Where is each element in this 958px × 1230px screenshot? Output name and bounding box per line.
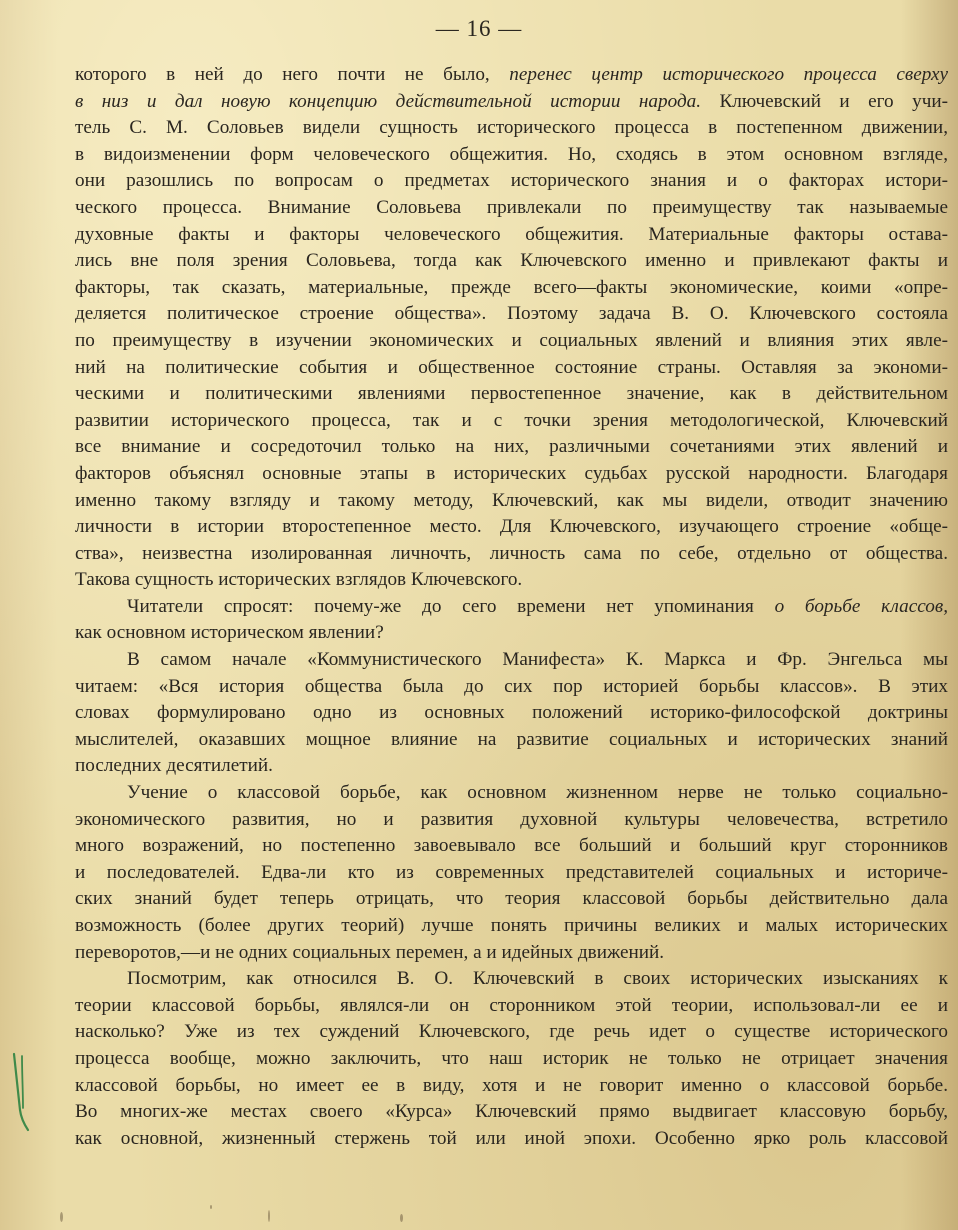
text-run: которого в ней до него почти не было, xyxy=(75,64,510,85)
text-line: факторов объяснял основные этапы в исторических судьбах русской народности. Благодаря xyxy=(75,462,948,484)
text-line: много возражений, но постепенно завоевывало все больший и больший круг сторонников xyxy=(75,835,948,857)
text-line: по преимуществу в изучении экономических и социальных явлений и влияния этих явле- xyxy=(75,329,948,351)
text-line: ческого процесса. Внимание Соловьева привлекали по преимуществу так называемые xyxy=(75,196,948,218)
text-line: ческими и политическими явлениями первостепенное значение, как в действительном xyxy=(75,383,948,405)
text-line: теории классовой борьбы, являлся-ли он сторонником этой теории, использовал-ли ее и xyxy=(75,994,948,1016)
italic-run: в низ и дал новую концепцию действительной истории народа. xyxy=(75,90,702,112)
text-line: в видоизменении форм человеческого общежития. Но, сходясь в этом основном взгляде, xyxy=(75,143,948,165)
text-run: Ключевский и его учи- xyxy=(701,90,948,112)
text-line: ний на политические события и общественное состояние страны. Оставляя за экономи- xyxy=(75,356,948,378)
text-line xyxy=(75,62,948,89)
text-line: и последователей. Едва-ли кто из современных представителей социальных и историче- xyxy=(75,861,948,883)
paper-speck xyxy=(60,1212,63,1222)
text-line: именно такому взгляду и такому методу, Ключевский, как мы видели, отводит значению xyxy=(75,489,948,511)
text-line: насколько? Уже из тех суждений Ключевского, где речь идет о существе исторического xyxy=(75,1021,948,1043)
text-line: тель С. М. Соловьев видели сущность исторического процесса в постепенном движении, xyxy=(75,117,948,139)
text-line: лись вне поля зрения Соловьева, тогда как Ключевского именно и привлекают факты и xyxy=(75,250,948,272)
text-line: развитии исторического процесса, так и с точки зрения методологической, Ключевский xyxy=(75,409,948,431)
text-line: мыслителей, оказавших мощное влияние на развитие социальных и исторических знаний xyxy=(75,728,948,750)
text-line: духовные факты и факторы человеческого общежития. Материальные факторы остава- xyxy=(75,223,948,245)
page-number: — 16 — xyxy=(435,16,523,41)
paper-speck xyxy=(400,1214,403,1222)
text-line: Во многих-же местах своего «Курса» Ключевский прямо выдвигает классовую борьбу, xyxy=(75,1101,948,1123)
text-line xyxy=(75,594,948,621)
text-line xyxy=(75,89,948,116)
paper-speck xyxy=(268,1210,270,1222)
text-line: процесса вообще, можно заключить, что наш историк не только не отрицает значения xyxy=(75,1047,948,1069)
body-text xyxy=(75,62,948,1152)
text-line: как основном историческом явлении? xyxy=(75,622,384,644)
text-line: они разошлись по вопросам о предметах исторического знания и о факторах истори- xyxy=(75,170,948,192)
italic-run: перенес центр исторического процесса сверху xyxy=(509,64,948,85)
text-line: В самом начале «Коммунистического Манифеста» К. Маркса и Фр. Энгельса мы xyxy=(127,649,948,671)
text-line: все внимание и сосредоточил только на них, различными сочетаниями этих явлений и xyxy=(75,436,948,458)
text-line: Учение о классовой борьбе, как основном жизненном нерве не только социально- xyxy=(127,782,948,804)
text-line: словах формулировано одно из основных положений историко-философской доктрины xyxy=(75,702,948,724)
text-line: возможность (более других теорий) лучше понять причины великих и малых исторических xyxy=(75,915,948,936)
text-line: последних десятилетий. xyxy=(75,755,273,777)
text-line: экономического развития, но и развития духовной культуры человечества, встретило xyxy=(75,808,948,830)
text-line: классовой борьбы, но имеет ее в виду, хотя и не говорит именно о классовой борьбе. xyxy=(75,1074,948,1096)
italic-run: о борьбе классов, xyxy=(774,595,948,617)
text-line: личности в истории второстепенное место. Для Ключевского, изучающего строение «обще- xyxy=(75,516,948,538)
text-line: деляется политическое строение общества». Поэтому задача В. О. Ключевского состояла xyxy=(75,303,948,325)
text-line: факторы, так сказать, материальные, прежде всего—факты экономические, коими «опре- xyxy=(75,276,948,298)
paper-speck xyxy=(210,1205,212,1209)
text-run: Читатели спросят: почему-же до сего времени нет упоминания xyxy=(127,595,775,617)
margin-pencil-mark xyxy=(8,1052,32,1132)
text-line: читаем: «Вся история общества была до сих пор историей борьбы классов». В этих xyxy=(75,675,948,697)
text-line: Такова сущность исторических взглядов Ключевского. xyxy=(75,569,523,591)
text-line: Посмотрим, как относился В. О. Ключевский в своих исторических изысканиях к xyxy=(127,968,948,990)
text-line: как основной, жизненный стержень той или иной эпохи. Особенно ярко роль классовой xyxy=(75,1127,948,1149)
text-line: ства», неизвестна изолированная личночть, личность сама по себе, отдельно от общества. xyxy=(75,542,948,564)
text-line: переворотов,—и не одних социальных перемен, а и идейных движений. xyxy=(75,941,665,963)
text-line: ских знаний будет теперь отрицать, что теория классовой борьбы действительно дала xyxy=(75,888,948,910)
